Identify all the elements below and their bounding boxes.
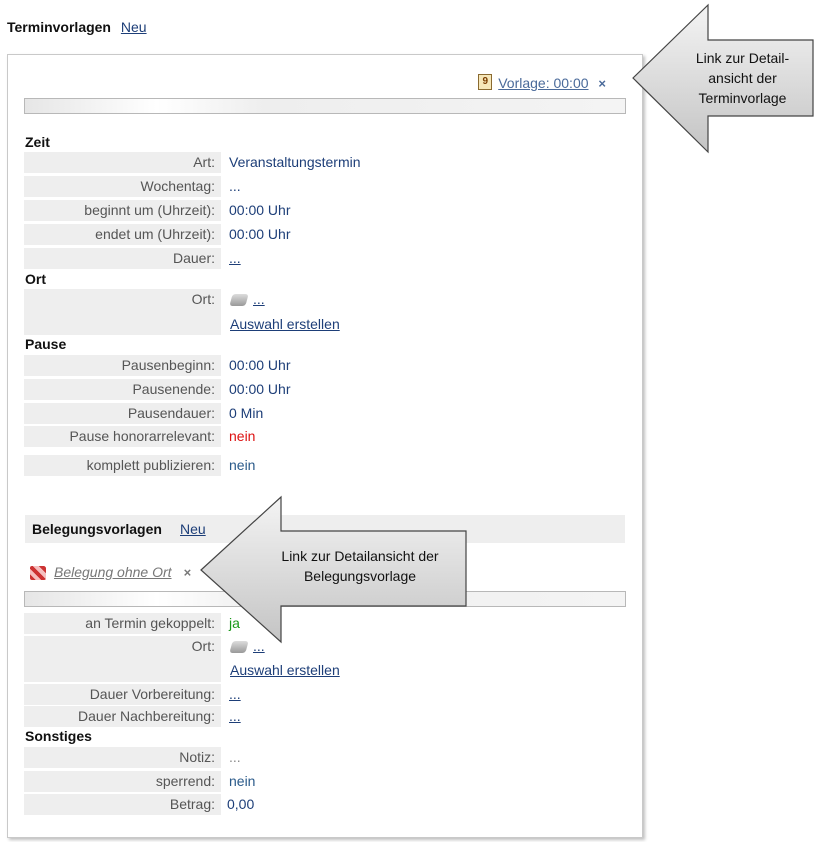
field-row-nachbereitung [24,706,624,727]
belegungsvorlagen-title: Belegungsvorlagen [32,521,162,537]
field-label: Pause honorarrelevant: [24,426,221,447]
field-value: 00:00 Uhr [229,226,291,242]
section-ort-title: Ort [25,271,46,287]
belegung-link-container [30,564,191,580]
field-row-pause-honorarrelevant [24,426,624,447]
callout-text-terminvorlage [680,48,805,108]
location-icon [229,294,248,306]
field-label: Notiz: [24,747,221,768]
ort-auswahl-link[interactable]: Auswahl erstellen [230,316,340,332]
field-label: Dauer Nachbereitung: [24,706,221,727]
field-value: 00:00 Uhr [229,202,291,218]
field-label: Betrag: [24,794,221,815]
field-value: ... [229,749,241,765]
field-label: Pausenende: [24,379,221,400]
field-label: Dauer: [24,248,221,269]
section-zeit-title: Zeit [25,134,50,150]
field-value: 00:00 Uhr [229,381,291,397]
beleg-ort-link[interactable]: ... [253,638,265,654]
field-value: ja [229,615,240,631]
field-value: nein [229,773,256,789]
callout-line: Link zur Detailansicht der [281,548,439,564]
field-value: nein [229,457,256,473]
new-terminvorlage-link[interactable]: Neu [120,19,147,35]
field-value: ... [229,178,241,194]
field-value: 0 Min [229,405,264,421]
field-value: Veranstaltungstermin [229,154,361,170]
section-sonstiges-title: Sonstiges [25,728,92,744]
field-label: Art: [24,152,221,173]
field-label: Dauer Vorbereitung: [24,684,221,705]
delete-belegung-icon[interactable]: × [183,565,192,580]
progress-bar [24,98,626,114]
field-label: Pausendauer: [24,403,221,424]
ort-link[interactable]: ... [253,291,265,307]
page-title [7,19,147,35]
puzzle-icon [30,566,46,580]
field-row-pausendauer [24,403,624,424]
page-title-text: Terminvorlagen [7,19,111,35]
field-label: beginnt um (Uhrzeit): [24,200,221,221]
terminvorlage-panel [7,54,643,838]
section-pause-title: Pause [25,336,67,352]
field-label: Wochentag: [24,176,221,197]
callout-line: Link zur Detail- [695,50,790,66]
field-label: endet um (Uhrzeit): [24,224,221,245]
beleg-ort-auswahl-link[interactable]: Auswahl erstellen [230,662,340,678]
field-label: komplett publizieren: [24,455,221,476]
calendar-icon: 9 [478,74,492,90]
field-label: Ort: [24,636,221,682]
field-label: an Termin gekoppelt: [24,613,221,634]
nachbereitung-link[interactable]: ... [229,708,241,724]
callout-line: Belegungsvorlage [303,568,417,584]
field-row-vorbereitung [24,684,624,705]
field-row-publizieren [24,455,624,476]
belegung-detail-link[interactable]: Belegung ohne Ort [54,564,172,580]
vorlage-detail-link[interactable]: Vorlage: 00:00 [498,75,589,91]
field-value: 0,00 [227,796,255,812]
field-row-endet [24,224,624,245]
callout-text-belegungsvorlage [270,546,450,586]
vorlage-link-container [482,75,606,91]
field-label: sperrend: [24,771,221,792]
field-row-beginnt [24,200,624,221]
delete-vorlage-icon[interactable]: × [598,76,606,91]
field-label: Ort: [24,289,221,335]
field-value: 00:00 Uhr [229,357,291,373]
field-row-art [24,152,624,173]
ort-value [231,289,265,310]
field-value: nein [229,428,256,444]
field-row-pausenbeginn [24,355,624,376]
dauer-link[interactable]: ... [229,250,241,266]
field-row-notiz [24,747,624,768]
new-belegungsvorlage-link[interactable]: Neu [180,521,206,537]
vorbereitung-link[interactable]: ... [229,686,241,702]
field-label: Pausenbeginn: [24,355,221,376]
callout-line: ansicht der [708,70,777,86]
callout-line: Terminvorlage [698,90,787,106]
field-row-betrag [24,794,624,815]
field-row-dauer [24,248,624,269]
field-row-pausenende [24,379,624,400]
field-row-wochentag [24,176,624,197]
field-row-sperrend [24,771,624,792]
